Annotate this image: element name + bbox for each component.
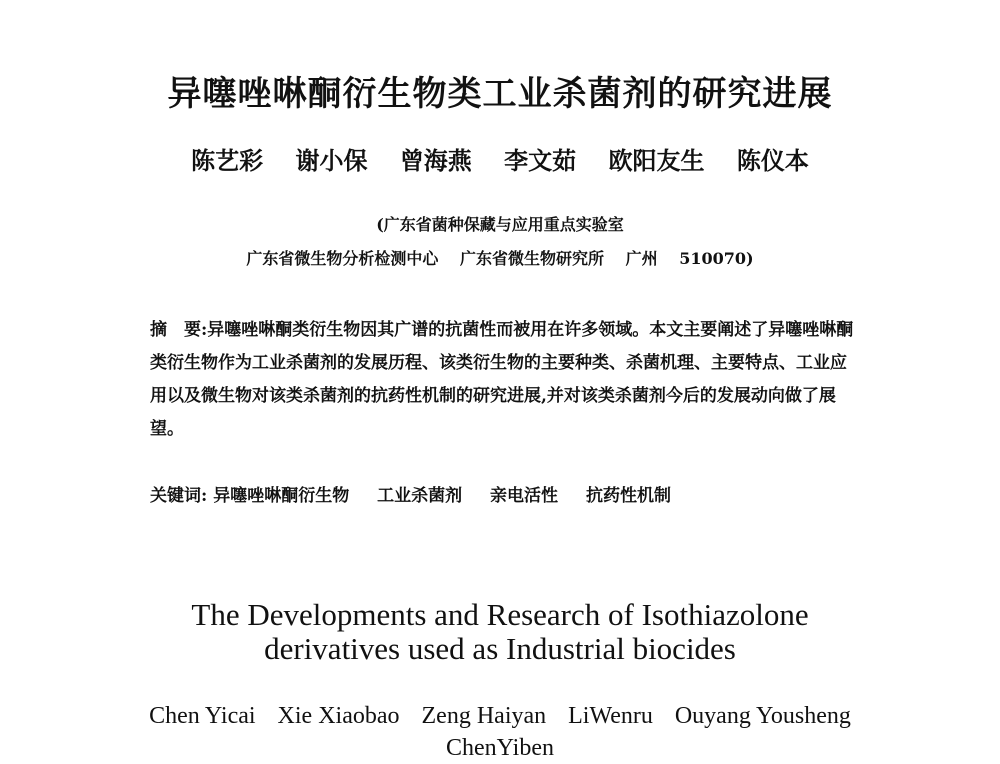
keyword: 工业杀菌剂: [377, 486, 463, 506]
chinese-title: 异噻唑啉酮衍生物类工业杀菌剂的研究进展: [167, 74, 833, 114]
chinese-author-list: [0, 141, 1000, 176]
abstract: [150, 314, 862, 446]
keyword: 亲电活性: [490, 486, 559, 506]
author-name: Zeng Haiyan: [421, 703, 547, 729]
affiliation-part: 510070): [679, 249, 754, 268]
english-title-line: The Developments and Research of Isothiazolone: [191, 597, 809, 632]
author-name: LiWenru: [568, 703, 653, 729]
author-name: 曾海燕: [399, 146, 472, 175]
keyword: 抗药性机制: [585, 486, 671, 506]
affiliation-part: 广州: [625, 249, 658, 268]
affiliation-line-2: [0, 246, 1000, 269]
author-name: Xie Xiaobao: [277, 703, 400, 729]
keyword: 异噻唑啉酮衍生物: [213, 486, 350, 506]
english-title-line: derivatives used as Industrial biocides: [264, 631, 736, 666]
author-name: Chen Yicai: [149, 703, 256, 729]
english-author-list: [0, 700, 1000, 764]
author-name: 陈艺彩: [191, 146, 264, 175]
affiliation-part: 广东省微生物分析检测中心: [246, 249, 439, 268]
affiliation-line-1: (广东省菌种保藏与应用重点实验室: [376, 215, 624, 234]
keywords: [150, 481, 693, 506]
english-title: [0, 598, 1000, 666]
author-name: 李文茹: [504, 146, 577, 175]
author-name: 陈仪本: [736, 146, 809, 175]
author-name: 谢小保: [295, 146, 368, 175]
english-author-line: [0, 700, 1000, 732]
abstract-label: 摘 要:: [150, 320, 208, 340]
author-name: Ouyang Yousheng: [674, 703, 851, 729]
affiliation-part: 广东省微生物研究所: [460, 249, 605, 268]
english-author-line: ChenYiben: [446, 735, 554, 761]
keywords-label: 关键词:: [150, 486, 208, 506]
author-name: 欧阳友生: [608, 146, 705, 175]
abstract-text: 异噻唑啉酮类衍生物因其广谱的抗菌性而被用在许多领域。本文主要阐述了异噻唑啉酮类衍生物作为工业杀菌剂的发展历程、该类衍生物的主要种类、杀菌机理、主要特点、工业应用以及微生物对该类杀菌剂的抗药性机制的研究进展,并对该类杀菌剂今后的发展动向做了展望。: [150, 320, 854, 439]
